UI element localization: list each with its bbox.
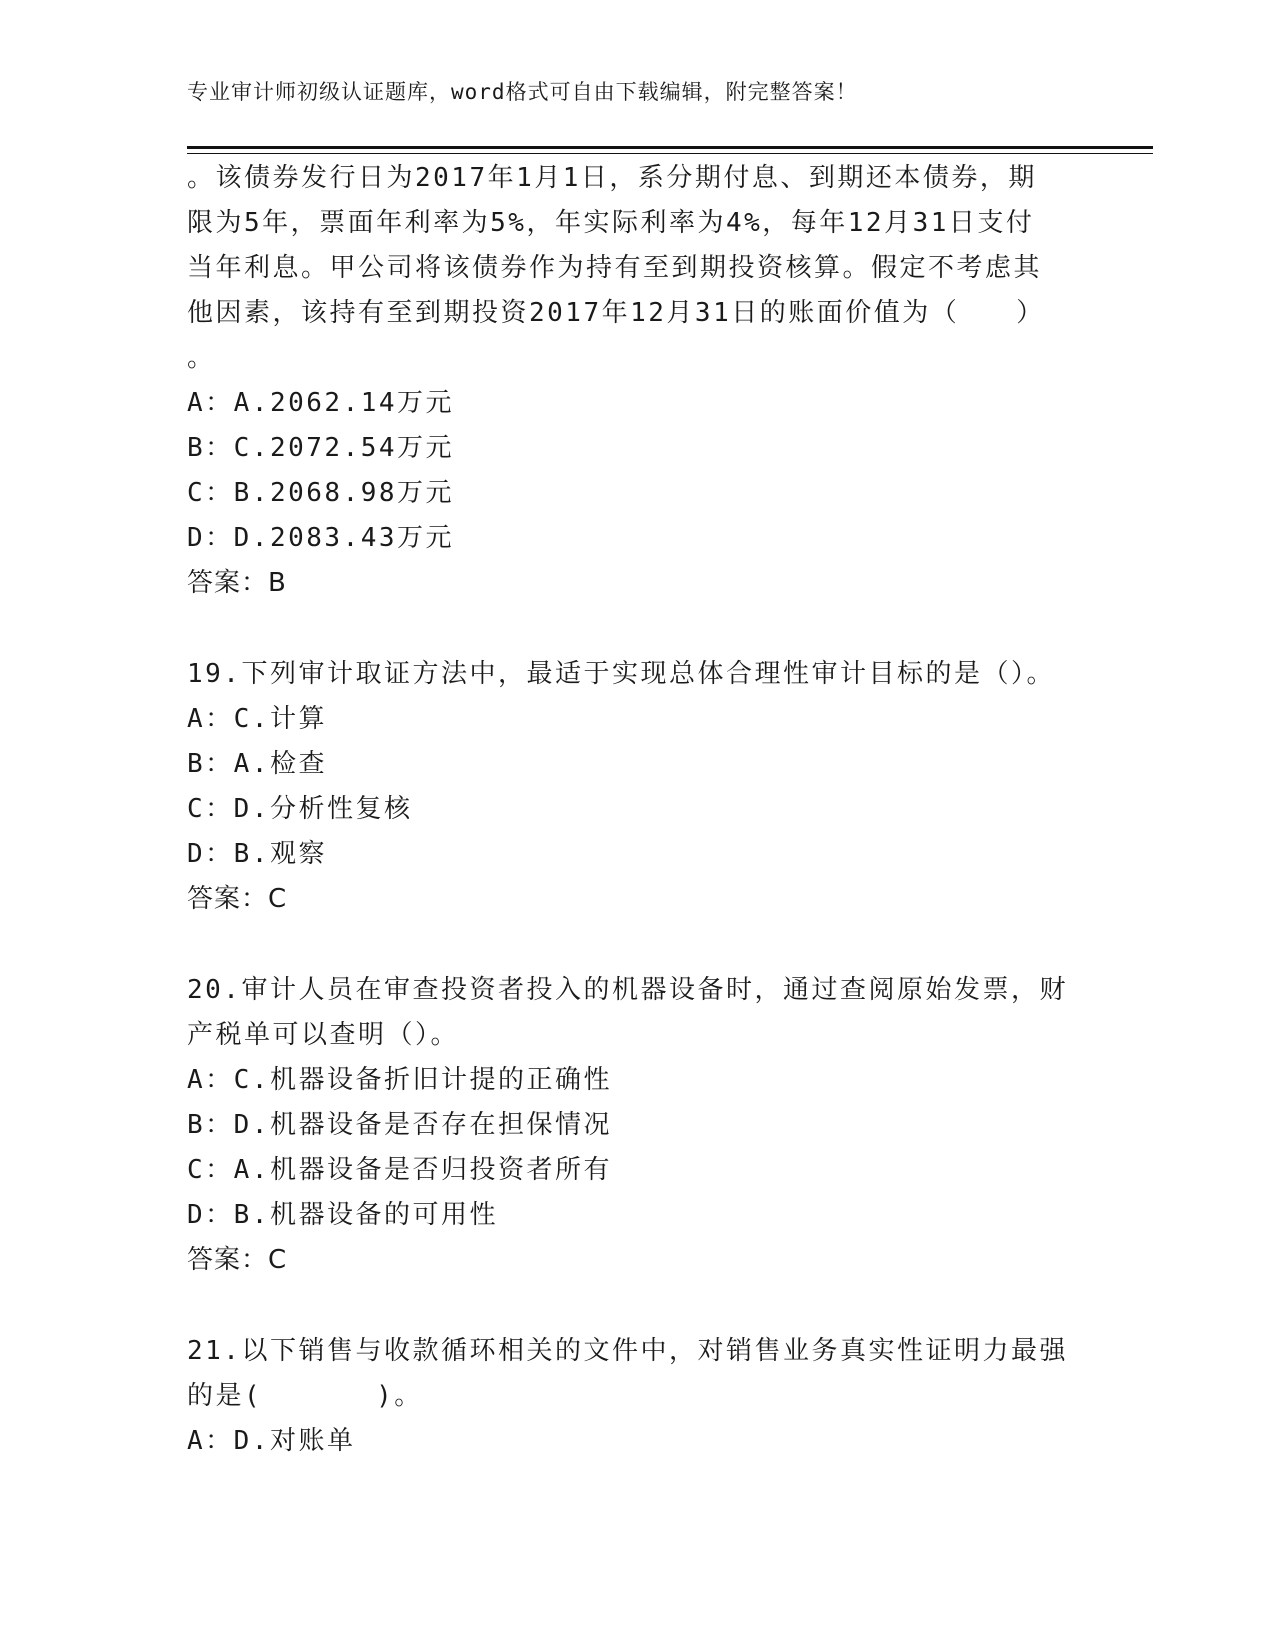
option-a: A：C.计算 [187, 704, 327, 734]
option-a: A：A.2062.14万元 [187, 388, 455, 418]
option-c: C：A.机器设备是否归投资者所有 [187, 1155, 612, 1185]
option-a: A：D.对账单 [187, 1426, 356, 1456]
spacer [187, 1283, 1077, 1329]
question-stem-line: 他因素，该持有至到期投资2017年12月31日的账面价值为（ ） [187, 298, 1045, 328]
question-content [187, 156, 1077, 1464]
option-b: B：A.检查 [187, 749, 327, 779]
answer-label: 答案：C [187, 1245, 288, 1275]
option-c: C：D.分析性复核 [187, 794, 413, 824]
question-stem-line: 限为5年，票面年利率为5%，年实际利率为4%，每年12月31日支付 [187, 208, 1035, 238]
option-b: B：C.2072.54万元 [187, 433, 455, 463]
question-stem-line: 20.审计人员在审查投资者投入的机器设备时，通过查阅原始发票，财 [187, 975, 1068, 1005]
option-d: D：B.观察 [187, 839, 327, 869]
option-a: A：C.机器设备折旧计提的正确性 [187, 1065, 612, 1095]
option-b: B：D.机器设备是否存在担保情况 [187, 1110, 612, 1140]
question-stem-line: 。 [187, 343, 216, 373]
question-19 [187, 652, 1077, 922]
question-20 [187, 968, 1077, 1283]
answer-label: 答案：C [187, 884, 288, 914]
question-stem-line: 。该债券发行日为2017年1月1日，系分期付息、到期还本债券，期 [187, 163, 1037, 193]
question-stem-line: 的是( )。 [187, 1381, 423, 1411]
header-rule-thin [187, 153, 1153, 154]
question-stem-line: 21.以下销售与收款循环相关的文件中，对销售业务真实性证明力最强 [187, 1336, 1068, 1366]
question-18 [187, 156, 1077, 606]
option-d: D：D.2083.43万元 [187, 523, 455, 553]
question-stem-line: 产税单可以查明（）。 [187, 1020, 460, 1050]
question-stem-line: 当年利息。甲公司将该债券作为持有至到期投资核算。假定不考虑其 [187, 253, 1043, 283]
option-d: D：B.机器设备的可用性 [187, 1200, 498, 1230]
spacer [187, 922, 1077, 968]
answer-label: 答案：B [187, 568, 287, 598]
spacer [187, 606, 1077, 652]
question-stem-line: 19.下列审计取证方法中，最适于实现总体合理性审计目标的是（）。 [187, 659, 1055, 689]
page-header: 专业审计师初级认证题库，word格式可自由下载编辑，附完整答案！ [187, 80, 858, 104]
option-c: C：B.2068.98万元 [187, 478, 455, 508]
header-rule-thick [187, 146, 1153, 149]
question-21 [187, 1329, 1077, 1464]
